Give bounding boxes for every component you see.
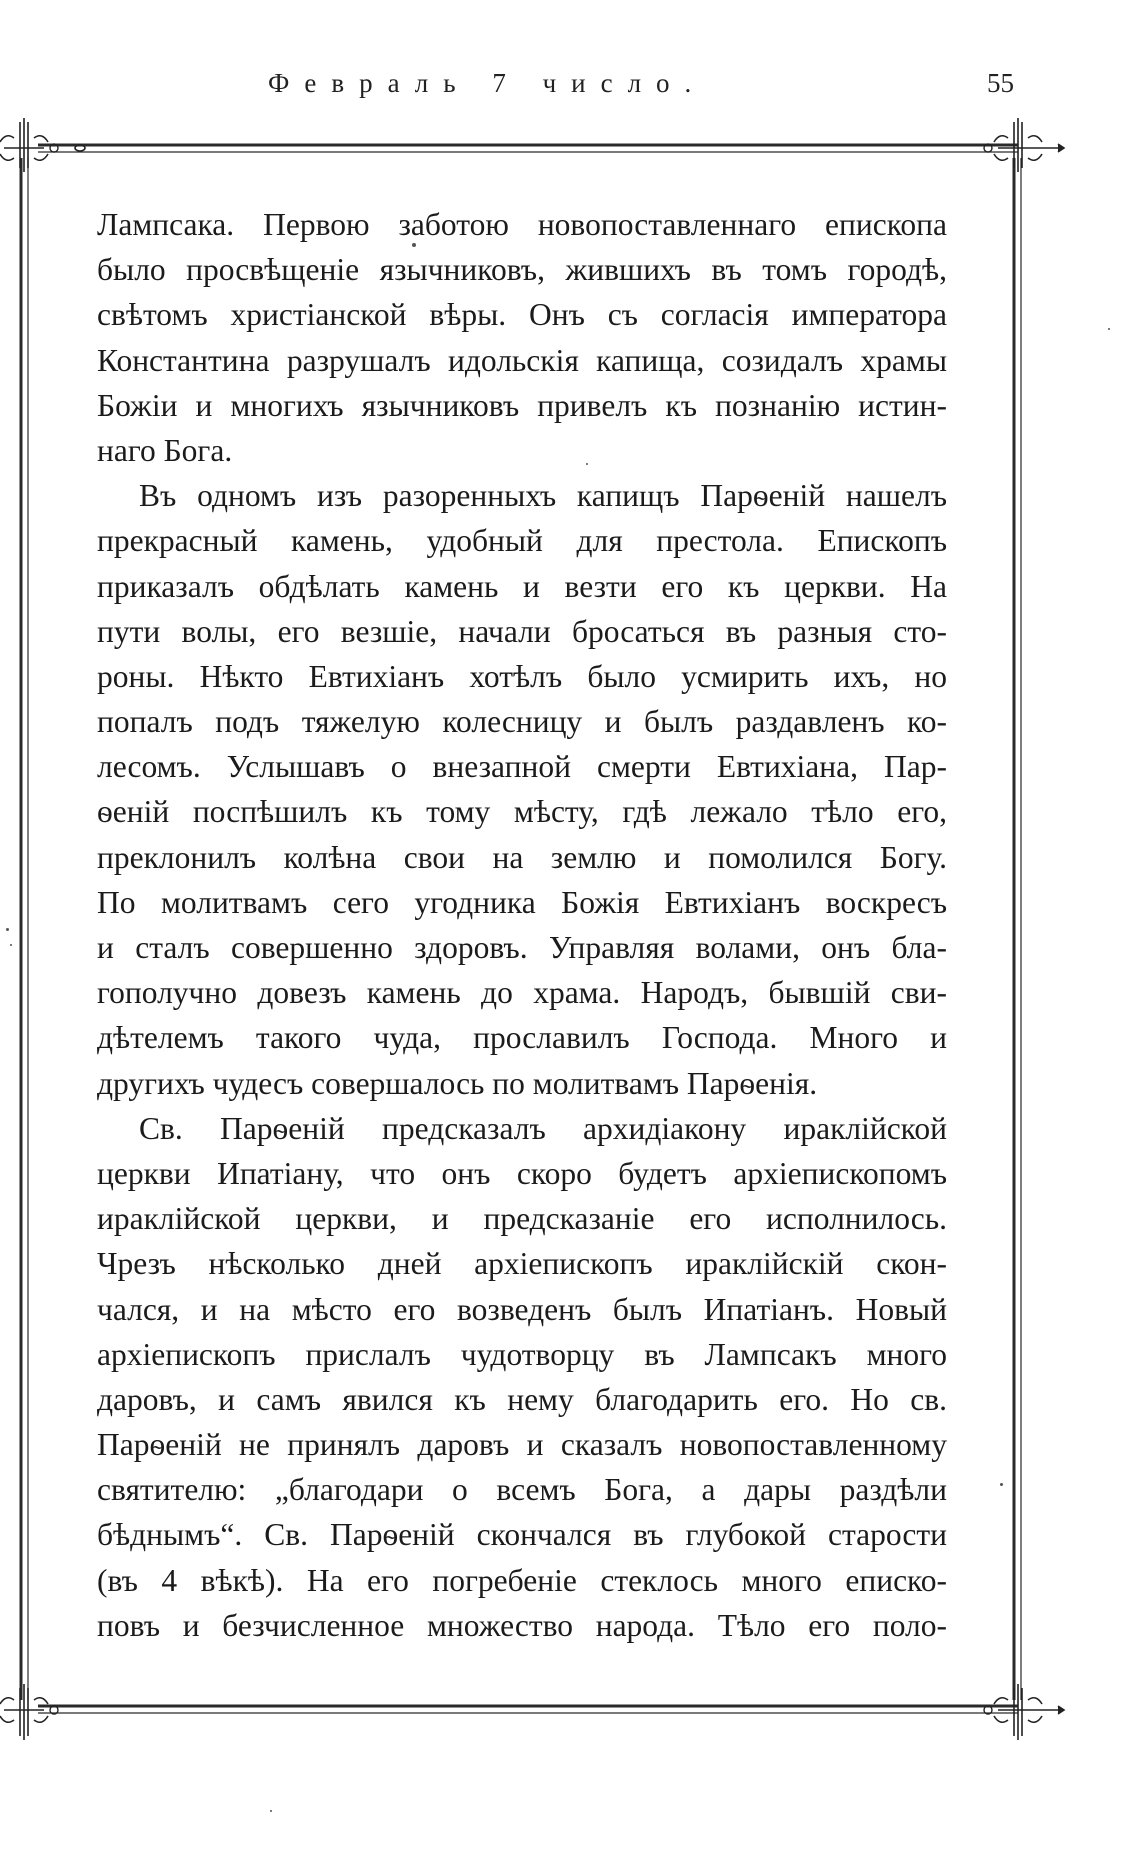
text-line: гополучно довезъ камень до храма. Народъ, бывшій сви-	[97, 975, 947, 1011]
text-line: ираклійской церкви, и предсказаніе его исполнилось.	[97, 1201, 947, 1237]
text-line: святителю: „благодари о всемъ Бога, а дары раздѣли	[97, 1472, 947, 1508]
scan-speck	[270, 1810, 272, 1812]
scan-speck	[412, 243, 416, 247]
scan-speck	[586, 463, 588, 465]
paragraph-3	[97, 1106, 947, 1648]
text-line: пути волы, его везшіе, начали бросаться въ разныя сто-	[97, 613, 947, 649]
text-line: преклонилъ колѣна свои на землю и помолился Богу.	[97, 839, 947, 875]
text-line: свѣтомъ христіанской вѣры. Онъ съ согласія императора	[97, 297, 947, 333]
text-line: лесомъ. Услышавъ о внезапной смерти Евтихіана, Пар-	[97, 749, 947, 785]
corner-ornament-top-left-icon	[0, 118, 85, 172]
text-line: наго Бога.	[97, 432, 233, 468]
text-line: Божіи и многихъ язычниковъ привелъ къ познанію истин-	[97, 387, 947, 423]
text-line: даровъ, и самъ явился къ нему благодарить его. Но св.	[97, 1381, 947, 1417]
text-line: приказалъ обдѣлать камень и везти его къ церкви. На	[97, 568, 947, 604]
text-line: архіепископъ прислалъ чудотворцу въ Лампсакъ много	[97, 1336, 947, 1372]
text-line: дѣтелемъ такого чуда, прославилъ Господа. Много и	[97, 1020, 947, 1056]
scan-speck	[1000, 1483, 1003, 1486]
text-line: роны. Нѣкто Евтихіанъ хотѣлъ было усмирить ихъ, но	[97, 658, 947, 694]
paragraph-2	[97, 473, 947, 1106]
text-line: чался, и на мѣсто его возведенъ былъ Ипатіанъ. Новый	[97, 1291, 947, 1327]
running-head	[0, 68, 1140, 108]
text-line: попалъ подъ тяжелую колесницу и былъ раздавленъ ко-	[97, 704, 947, 740]
text-line: (въ 4 вѣкѣ). На его погребеніе стеклось много еписко-	[97, 1562, 947, 1598]
text-line: Парѳеній не принялъ даровъ и сказалъ новопоставленному	[97, 1427, 947, 1463]
paragraph-1	[97, 202, 947, 473]
scan-speck	[10, 944, 12, 946]
corner-ornament-bottom-left-icon	[0, 1684, 58, 1740]
scan-speck	[6, 928, 9, 931]
corner-ornament-bottom-right-icon	[984, 1684, 1064, 1740]
text-line: ѳеній поспѣшилъ къ тому мѣсту, гдѣ лежало тѣло его,	[97, 794, 947, 830]
running-title: Февраль 7 число.	[268, 68, 707, 98]
text-line: повъ и безчисленное множество народа. Тѣло его поло-	[97, 1607, 947, 1643]
scan-speck	[1108, 328, 1110, 330]
text-line: и сталъ совершенно здоровъ. Управляя волами, онъ бла-	[97, 930, 947, 965]
text-line: По молитвамъ сего угодника Божія Евтихіанъ воскресъ	[97, 884, 947, 920]
text-line: бѣднымъ“. Св. Парѳеній скончался въ глубокой старости	[97, 1517, 947, 1553]
text-line: прекрасный камень, удобный для престола. Епископъ	[97, 523, 947, 559]
text-line: Константина разрушалъ идольскія капища, созидалъ храмы	[97, 342, 947, 378]
text-line: другихъ чудесъ совершалось по молитвамъ Парѳенія.	[97, 1065, 818, 1101]
text-line: было просвѣщеніе язычниковъ, жившихъ въ томъ городѣ,	[97, 252, 947, 288]
text-line: Св. Парѳеній предсказалъ архидіакону ираклійской	[139, 1110, 947, 1146]
text-line: церкви Ипатіану, что онъ скоро будетъ архіепископомъ	[97, 1155, 947, 1191]
corner-ornament-top-right-icon	[984, 118, 1064, 172]
text-line: Въ одномъ изъ разоренныхъ капищъ Парѳеній нашелъ	[139, 478, 947, 514]
page-number: 55	[987, 68, 1014, 98]
main-text	[97, 202, 947, 1648]
text-line: Лампсака. Первою заботою новопоставленнаго епископа	[97, 207, 947, 242]
text-line: Чрезъ нѣсколько дней архіепископъ ираклійскій скон-	[97, 1246, 947, 1282]
